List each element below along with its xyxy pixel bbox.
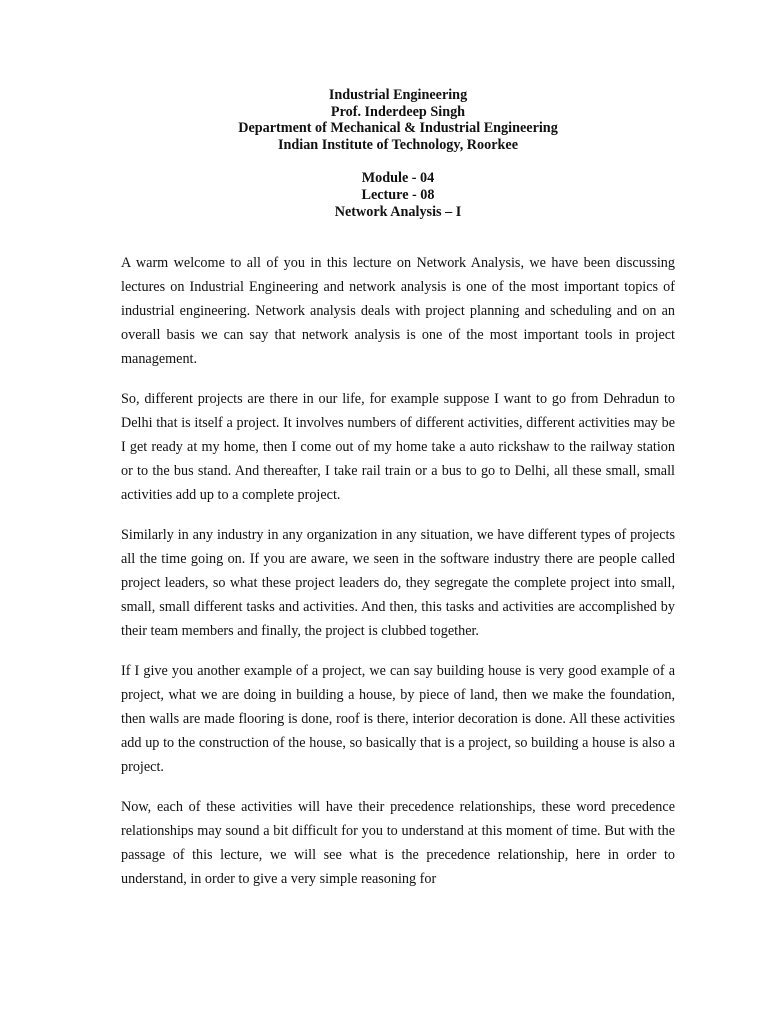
header-spacer [0,153,768,170]
paragraph: Now, each of these activities will have their precedence relationships, these word precedence relationships may sound a bit difficult for you to understand at this moment of time. But with the passage of this lecture, we will see what is the precedence relationship, here in order to understand, in order to give a very simple reasoning for [121,799,675,887]
institute-name: Indian Institute of Technology, Roorkee [277,136,519,153]
paragraph: If I give you another example of a project, we can say building house is very good example of a project, what we are doing in building a house, by piece of land, then we make the foundation, then walls are made flooring is done, roof is there, interior decoration is done. All these activities add up to the construction of the house, so basically that is a project, so building a house is also a project. [121,663,675,775]
course-title: Industrial Engineering [328,87,468,103]
paragraph: So, different projects are there in our life, for example suppose I want to go from Dehradun to Delhi that is itself a project. It involves numbers of different activities, different activities may be I get ready at my home, then I come out of my home take a auto rickshaw to the railway station or to the bus stand. And thereafter, I take rail train or a bus to go to Delhi, all these small, small activities add up to a complete project. [121,391,675,503]
paragraph: Similarly in any industry in any organization in any situation, we have different types of projects all the time going on. If you are aware, we seen in the software industry there are people called project leaders, so what these project leaders do, they segregate the complete project into small, small, small different tasks and activities. And then, this tasks and activities are accomplished by their team members and finally, the project is clubbed together. [121,527,675,639]
module-number: Module - 04 [361,170,435,187]
lecture-topic: Network Analysis – I [334,203,462,220]
lecture-number: Lecture - 08 [361,186,435,203]
professor-name: Prof. Inderdeep Singh [330,103,466,120]
paragraph: A warm welcome to all of you in this lecture on Network Analysis, we have been discussing lectures on Industrial Engineering and network analysis is one of the most important topics of industrial engineering. Network analysis deals with project planning and scheduling and on an overall basis we can say that network analysis is one of the most important tools in project management. [121,255,675,367]
lecture-header [0,87,768,220]
lecture-body [121,251,675,907]
department-name: Department of Mechanical & Industrial Engineering [238,120,558,137]
